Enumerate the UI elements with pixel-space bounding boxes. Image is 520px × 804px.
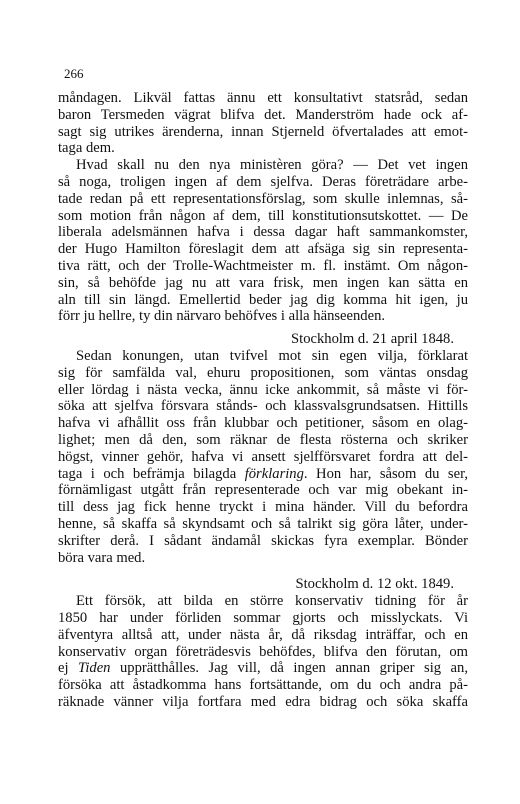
body-text [58, 90, 468, 711]
text-line: taga dem. [58, 140, 115, 157]
text-line: förnämligast utgått från representerade och var mig obekant in- [58, 482, 468, 499]
text-span: taga i och befrämja bilagda [58, 465, 245, 482]
paragraph-4-rest [58, 677, 468, 711]
text-line: så noga, troligen ingen af dem sjelfva. Deras företrädare arbe- [58, 173, 468, 190]
text-line: sagt sig utrikes ärenderna, innan Stjerneld öfvertalades att emot- [58, 123, 468, 140]
text-line: hafva vi afhållit oss från klubbar och petitioner, såsom en olag- [58, 415, 468, 432]
paragraph-4 [58, 593, 468, 660]
text-line: till dess jag fick henne tryckt i mina händer. Vill du befordra [58, 499, 468, 516]
text-line: aln till sin längd. Emellertid beder jag dig komma hit igen, ju [58, 291, 468, 308]
text-line: försöka att åstadkomma hans fortsättande, om du och andra på- [58, 677, 468, 694]
text-line: som motion från någon af dem, till konstitutionsutskottet. — De [58, 207, 468, 224]
text-line: henne, så skaffa så skyndsamt och så talrikt sig göra låter, under- [58, 515, 468, 532]
text-line: sin, så behöfde jag nu att vara frisk, men ingen kan sätta en [58, 274, 468, 291]
text-line: skrifter derå. I sådant ändamål skickas fyra exemplar. Bönder [58, 532, 468, 549]
text-line: söka att sjelfva försvara stånds- och klassvalsgrundsatsen. Hittills [58, 398, 468, 415]
text-line: äfventyra alltså att, under nästa år, då riksdag inträffar, och en [58, 626, 468, 643]
italic-word: Tiden [78, 660, 111, 677]
text-line: sig för samfälda val, ehuru propositionen, som väntas onsdag [58, 364, 468, 381]
text-line: der Hugo Hamilton föreslagit dem att afsäga sig sin representa- [58, 241, 468, 258]
dateline-2: Stockholm d. 12 okt. 1849. [295, 576, 454, 593]
text-line-italic-2 [58, 660, 468, 677]
dateline-1: Stockholm d. 21 april 1848. [291, 331, 454, 348]
italic-word: förklaring [244, 465, 304, 482]
text-line-italic-1 [58, 466, 468, 483]
text-line: 1850 har under förliden sommar gjorts och misslyckats. Vi [58, 609, 468, 626]
text-line: konservativ organ företrädesvis behöfdes, blifva den förutan, om [58, 643, 468, 660]
text-line: lighet; men då den, som räknar de flesta rösterna och skriker [58, 431, 468, 448]
paragraph-2 [58, 157, 468, 325]
text-line: tiva rätt, och der Trolle-Wachtmeister m. fl. instämt. Om någon- [58, 257, 468, 274]
paragraph-1 [58, 90, 468, 157]
text-line: förr ju hellre, ty din närvaro behöfves i alla hänseenden. [58, 308, 386, 325]
text-span: ej [58, 660, 79, 677]
text-line: räknade vänner vilja fortfara med edra bidrag och söka skaffa [58, 693, 468, 710]
text-span: . Hon har, såsom du ser, [303, 465, 468, 482]
text-line: Sedan konungen, utan tvifvel mot sin egen vilja, förklarat [76, 347, 468, 364]
text-line: Hvad skall nu den nya ministèren göra? — Det vet ingen [76, 157, 468, 174]
text-line: högst, vinner gehör, hafva vi ansett sjelfförsvaret fordra att del- [58, 448, 468, 465]
page-number: 266 [64, 66, 84, 81]
text-span: upprätthålles. Jag vill, då ingen annan griper sig an, [110, 660, 468, 677]
text-line: måndagen. Likväl fattas ännu ett konsultativt statsråd, sedan [58, 90, 468, 106]
text-line: liberala adelsmännen hafva i dessa dagar haft sammankomster, [58, 224, 468, 241]
text-line: böra vara med. [58, 549, 146, 566]
text-line: Ett försök, att bilda en större konservativ tidning för år [76, 593, 468, 610]
text-line: eller lördag i nästa vecka, ännu icke ankommit, så måste vi för- [58, 381, 468, 398]
paragraph-3 [58, 348, 468, 466]
text-line: tade redan på ett representationsförslag, som skulle inlemnas, så- [58, 190, 468, 207]
text-line: baron Tersmeden vägrat blifva det. Manderström hade ock af- [58, 106, 468, 123]
paragraph-3-rest [58, 482, 468, 566]
